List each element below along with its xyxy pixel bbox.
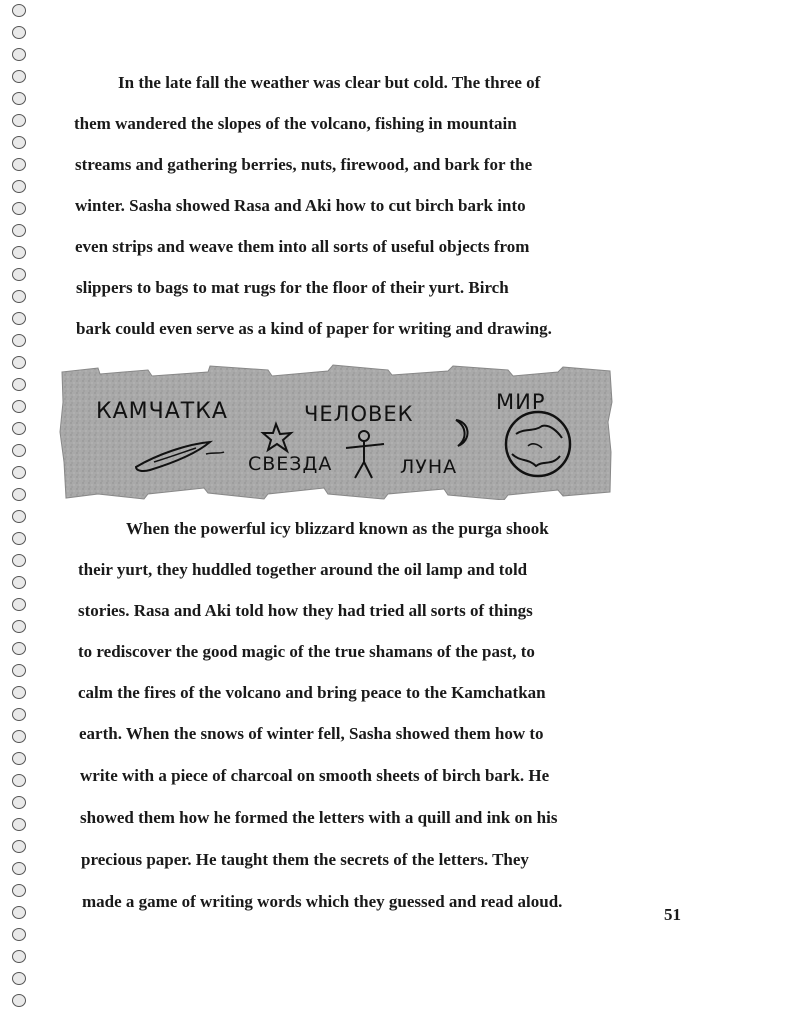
binding-hole: [12, 4, 26, 17]
text-line: earth. When the snows of winter fell, Sasha showed them how to: [79, 724, 544, 743]
binding-hole: [12, 906, 26, 919]
binding-hole: [12, 488, 26, 501]
binding-hole: [12, 708, 26, 721]
binding-hole: [12, 466, 26, 479]
binding-hole: [12, 312, 26, 325]
binding-hole: [12, 290, 26, 303]
binding-hole: [12, 202, 26, 215]
binding-hole: [12, 994, 26, 1007]
binding-hole: [12, 532, 26, 545]
binding-hole: [12, 48, 26, 61]
binding-hole: [12, 378, 26, 391]
binding-hole: [12, 752, 26, 765]
text-line: their yurt, they huddled together around the oil lamp and told: [78, 560, 528, 579]
binding-hole: [12, 422, 26, 435]
binding-hole: [12, 26, 26, 39]
text-line: to rediscover the good magic of the true shamans of the past, to: [78, 642, 535, 661]
binding-hole: [12, 796, 26, 809]
binding-hole: [12, 664, 26, 677]
binding-hole: [12, 444, 26, 457]
binding-hole: [12, 884, 26, 897]
binding-hole: [12, 840, 26, 853]
binding-hole: [12, 158, 26, 171]
text-line: streams and gathering berries, nuts, firewood, and bark for the: [75, 155, 533, 174]
binding-hole: [12, 70, 26, 83]
binding-hole: [12, 928, 26, 941]
binding-hole: [12, 246, 26, 259]
binding-hole: [12, 774, 26, 787]
binding-hole: [12, 114, 26, 127]
binding-hole: [12, 334, 26, 347]
text-line: bark could even serve as a kind of paper for writing and drawing.: [76, 319, 552, 338]
text-line: slippers to bags to mat rugs for the floor of their yurt. Birch: [76, 278, 509, 297]
text-line: write with a piece of charcoal on smooth sheets of birch bark. He: [80, 766, 550, 785]
binding-hole: [12, 620, 26, 633]
binding-hole: [12, 400, 26, 413]
binding-hole: [12, 730, 26, 743]
binding-hole: [12, 862, 26, 875]
word-mir: МИР: [496, 390, 546, 414]
word-luna: ЛУНА: [400, 456, 458, 478]
word-kamchatka: КАМЧАТКА: [96, 399, 228, 424]
binding-hole: [12, 180, 26, 193]
binding-hole: [12, 950, 26, 963]
binding-hole: [12, 510, 26, 523]
text-line: When the powerful icy blizzard known as the purga shook: [126, 519, 549, 538]
text-line: even strips and weave them into all sorts of useful objects from: [75, 237, 530, 256]
spiral-binding: [10, 0, 32, 1023]
word-chelovek: ЧЕЛОВЕК: [304, 402, 414, 426]
binding-hole: [12, 224, 26, 237]
text-line: winter. Sasha showed Rasa and Aki how to cut birch bark into: [75, 196, 526, 215]
text-line: stories. Rasa and Aki told how they had tried all sorts of things: [78, 601, 533, 620]
word-zvezda: СВЕЗДА: [248, 453, 333, 475]
bark-strip-image: [58, 362, 614, 500]
binding-hole: [12, 818, 26, 831]
binding-hole: [12, 268, 26, 281]
binding-hole: [12, 642, 26, 655]
binding-hole: [12, 356, 26, 369]
binding-hole: [12, 598, 26, 611]
binding-hole: [12, 92, 26, 105]
binding-hole: [12, 554, 26, 567]
binding-hole: [12, 576, 26, 589]
binding-hole: [12, 686, 26, 699]
binding-hole: [12, 136, 26, 149]
text-line: calm the fires of the volcano and bring peace to the Kamchatkan: [78, 683, 546, 702]
page-number: 51: [664, 905, 681, 924]
text-line: precious paper. He taught them the secrets of the letters. They: [81, 850, 529, 869]
text-line: them wandered the slopes of the volcano, fishing in mountain: [74, 114, 517, 133]
binding-hole: [12, 972, 26, 985]
text-line: made a game of writing words which they guessed and read aloud.: [82, 892, 563, 911]
text-line: In the late fall the weather was clear but cold. The three of: [118, 73, 541, 92]
text-line: showed them how he formed the letters with a quill and ink on his: [80, 808, 558, 827]
birch-bark-illustration: [58, 362, 614, 500]
